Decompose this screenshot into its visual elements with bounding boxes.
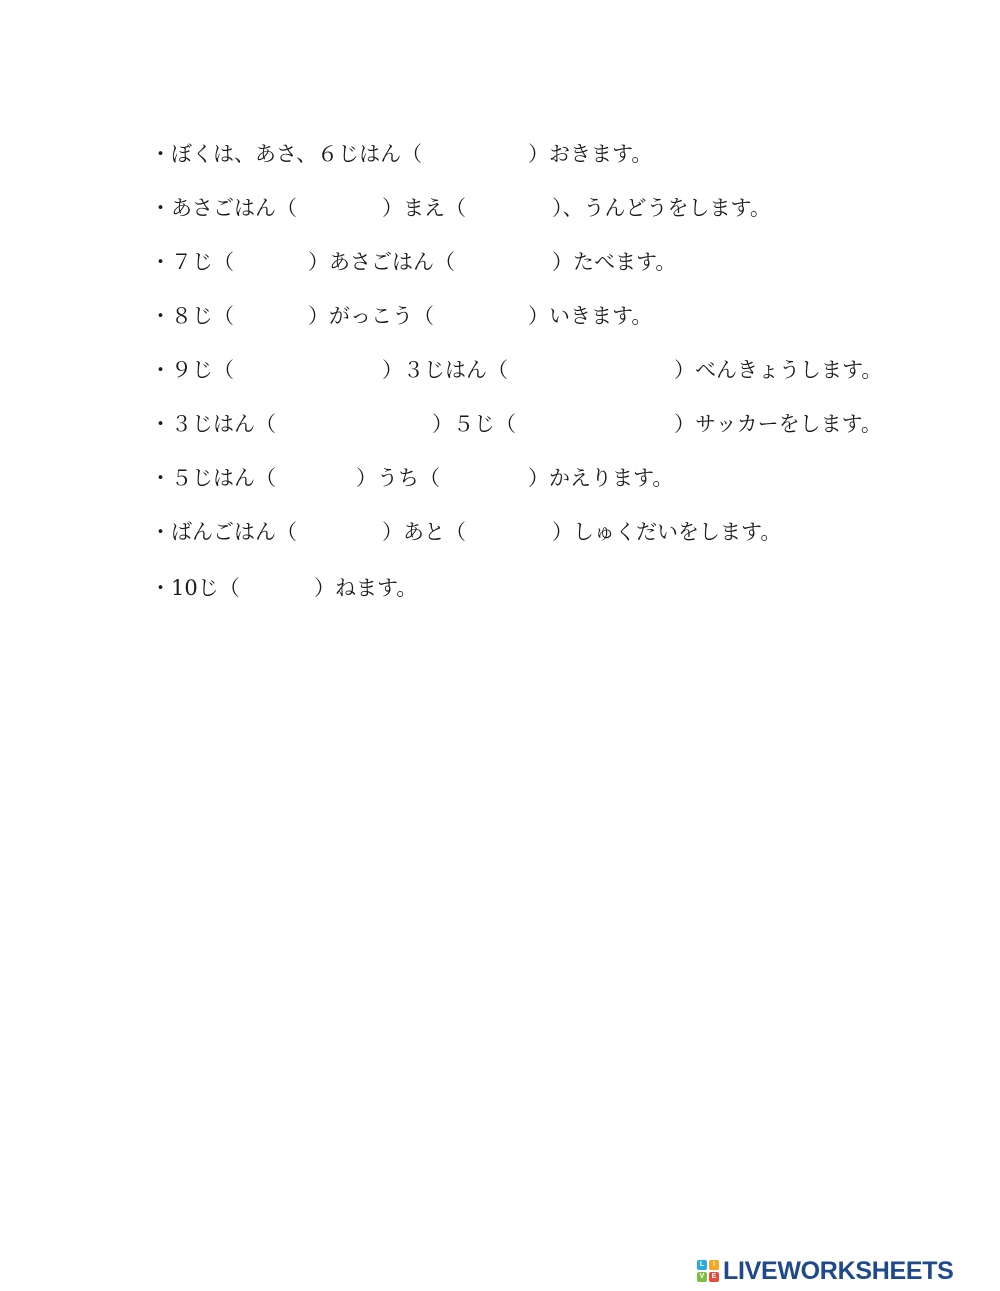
sentence-text: ）５じ（ bbox=[432, 412, 516, 436]
sentence-text: ）かえります。 bbox=[528, 466, 674, 490]
liveworksheets-logo-icon bbox=[697, 1260, 719, 1282]
sentence-text: ・７じ（ bbox=[150, 250, 234, 274]
sentence-text: ）３じはん（ bbox=[382, 358, 508, 382]
sentence-text: ）あさごはん（ bbox=[308, 250, 455, 274]
sentence-text: ・８じ（ bbox=[150, 304, 234, 328]
logo-mark-letter: E bbox=[709, 1272, 719, 1282]
sentence-text: ・５じはん（ bbox=[150, 466, 276, 490]
sentence-text: ・ばんごはん（ bbox=[150, 520, 297, 544]
sentence-text: ）まえ（ bbox=[382, 196, 466, 220]
sentence-text: ・10じ（ bbox=[150, 576, 240, 600]
sentence-text: ）サッカーをします。 bbox=[674, 412, 882, 436]
liveworksheets-logo bbox=[697, 1256, 993, 1284]
sentence-text: ）たべます。 bbox=[552, 250, 677, 274]
sentence-text: ・ぼくは、あさ、６じはん（ bbox=[150, 142, 423, 166]
sentence-text: ）、うんどうをします。 bbox=[552, 196, 771, 220]
logo-mark-letter: L bbox=[697, 1260, 707, 1270]
sentence-text: ）しゅくだいをします。 bbox=[552, 520, 782, 544]
sentence-text: ・あさごはん（ bbox=[150, 196, 297, 220]
sentence-text: ）おきます。 bbox=[528, 142, 653, 166]
sentence-text: ）ねます。 bbox=[314, 576, 418, 600]
logo-mark-letter: V bbox=[697, 1272, 707, 1282]
sentence-text: ・９じ（ bbox=[150, 358, 234, 382]
sentence-text: ）あと（ bbox=[382, 520, 466, 544]
sentence-text: ）いきます。 bbox=[528, 304, 653, 328]
sentence-text: ・３じはん（ bbox=[150, 412, 276, 436]
logo-mark-letter: I bbox=[709, 1260, 719, 1270]
logo-text: LIVEWORKSHEETS bbox=[723, 1257, 954, 1285]
sentence-text: ）がっこう（ bbox=[308, 304, 434, 328]
sentence-text: ）うち（ bbox=[356, 466, 440, 490]
sentence-text: ）べんきょうします。 bbox=[674, 358, 883, 382]
